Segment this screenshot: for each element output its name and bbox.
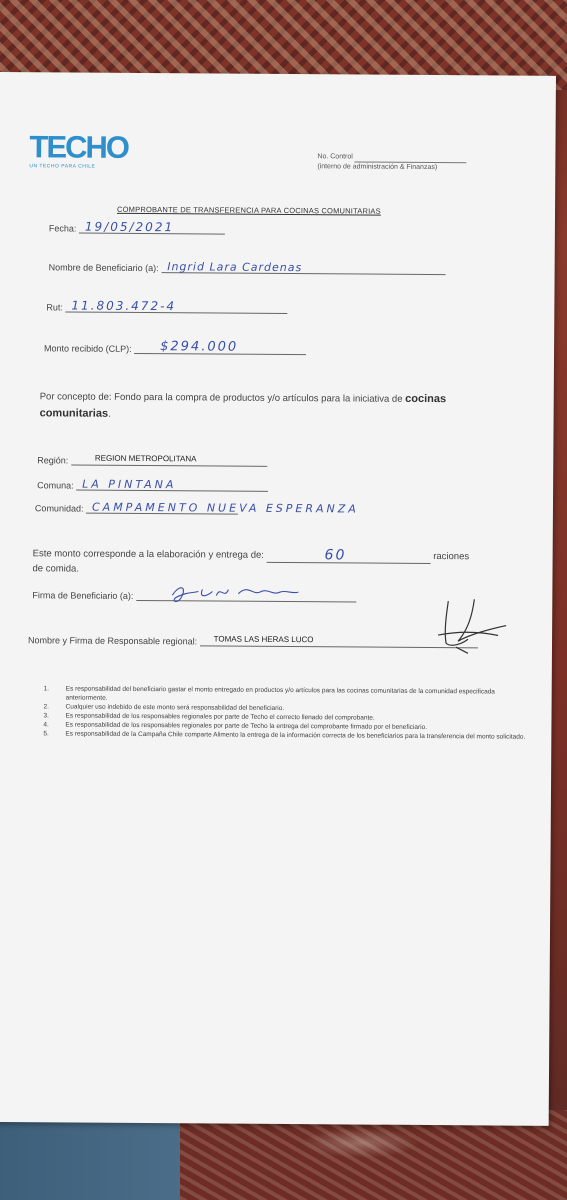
fecha-label: Fecha: [48, 223, 77, 234]
rut-line [65, 299, 287, 314]
responsable-value: TOMAS LAS HERAS LUCO [213, 634, 314, 645]
raciones-label: Este monto corresponde a la elaboración y entrega de: [32, 548, 264, 561]
control-label: No. Control [317, 153, 353, 161]
fecha-line [79, 221, 225, 235]
note-item: 1. Es responsabilidad del beneficiario gastar el monto entregado en productos y/o artículos para las cocinas comunitarias de la comunidad especificada anteriormente. [43, 685, 495, 702]
region-field [37, 452, 267, 467]
region-label: Región: [37, 455, 69, 466]
comuna-label: Comuna: [37, 480, 74, 491]
fecha-field [49, 220, 225, 234]
document-page [0, 72, 556, 1126]
logo-wordmark: TECHO [29, 129, 129, 165]
control-number [317, 152, 467, 173]
fecha-value: 19/05/2021 [84, 219, 175, 235]
document-title: COMPROBANTE DE TRANSFERENCIA PARA COCINAS COMUNITARIAS [117, 204, 381, 216]
beneficiario-signature [168, 581, 308, 608]
raciones-suffix2: de comida. [32, 563, 80, 575]
raciones-value: 60 [324, 547, 347, 564]
comunidad-field [34, 500, 359, 516]
notes-list [43, 684, 533, 741]
monto-field [44, 340, 306, 355]
control-note: (interno de administración & Finanzas) [317, 163, 438, 172]
logo-tagline: UN TECHO PARA CHILE [29, 163, 96, 170]
note-item: 2. Cualquier uso indebido de este monto será responsabilidad del beneficiario. [43, 703, 285, 712]
responsable-signature [428, 595, 514, 656]
rut-value: 11.803.472-4 [71, 298, 177, 314]
comuna-field [37, 477, 268, 492]
raciones-line [267, 547, 431, 564]
region-line [71, 453, 267, 467]
concept-bold: cocinas comunitarias [39, 392, 447, 420]
note-item: 3. Es responsabilidad de los responsables regionales por parte de Techo el correcto llenado del comprobante. [43, 712, 375, 722]
rut-label: Rut: [46, 302, 63, 313]
responsable-label: Nombre y Firma de Responsable regional: [27, 635, 198, 647]
comuna-line [76, 478, 268, 492]
region-value: REGION METROPOLITANA [94, 453, 197, 464]
raciones-suffix: raciones [433, 551, 470, 563]
note-item: 4. Es responsabilidad de los responsables regionales por parte de Techo la entrega del comprobante firmado por el beneficiario. [43, 721, 428, 731]
monto-label: Monto recibido (CLP): [44, 343, 132, 354]
comuna-value: LA PINTANA [82, 477, 177, 492]
beneficiario-label: Nombre de Beneficiario (a): [48, 262, 159, 274]
beneficiario-field [49, 259, 446, 275]
comunidad-line [86, 500, 359, 516]
note-item: 5. Es responsabilidad de la Campaña Chile comparte Alimento la entrega de la información correcta de los beneficiarios para la transferencia del monto solicitado. [43, 730, 526, 741]
techo-logo [29, 129, 129, 170]
concept-text: Por concepto de: Fondo para la compra de productos y/o artículos para la iniciativa de [39, 391, 403, 405]
background-blue-fabric [0, 1120, 180, 1200]
concept-end: . [108, 408, 111, 420]
background-pattern [300, 1128, 420, 1158]
beneficiario-line [161, 260, 445, 275]
rut-field [46, 299, 287, 314]
beneficiario-signature-value: Ingrid Lara Cardenas [167, 260, 303, 275]
comunidad-value: CAMPAMENTO NUEVA ESPERANZA [91, 500, 359, 516]
responsable-field [28, 632, 478, 648]
monto-value: $294.000 [160, 339, 239, 355]
raciones-paragraph [32, 546, 522, 579]
firma-beneficiario-label: Firma de Beneficiario (a): [32, 590, 134, 601]
comunidad-label: Comunidad: [34, 503, 84, 514]
monto-line [134, 341, 306, 355]
concept-paragraph [40, 388, 520, 425]
